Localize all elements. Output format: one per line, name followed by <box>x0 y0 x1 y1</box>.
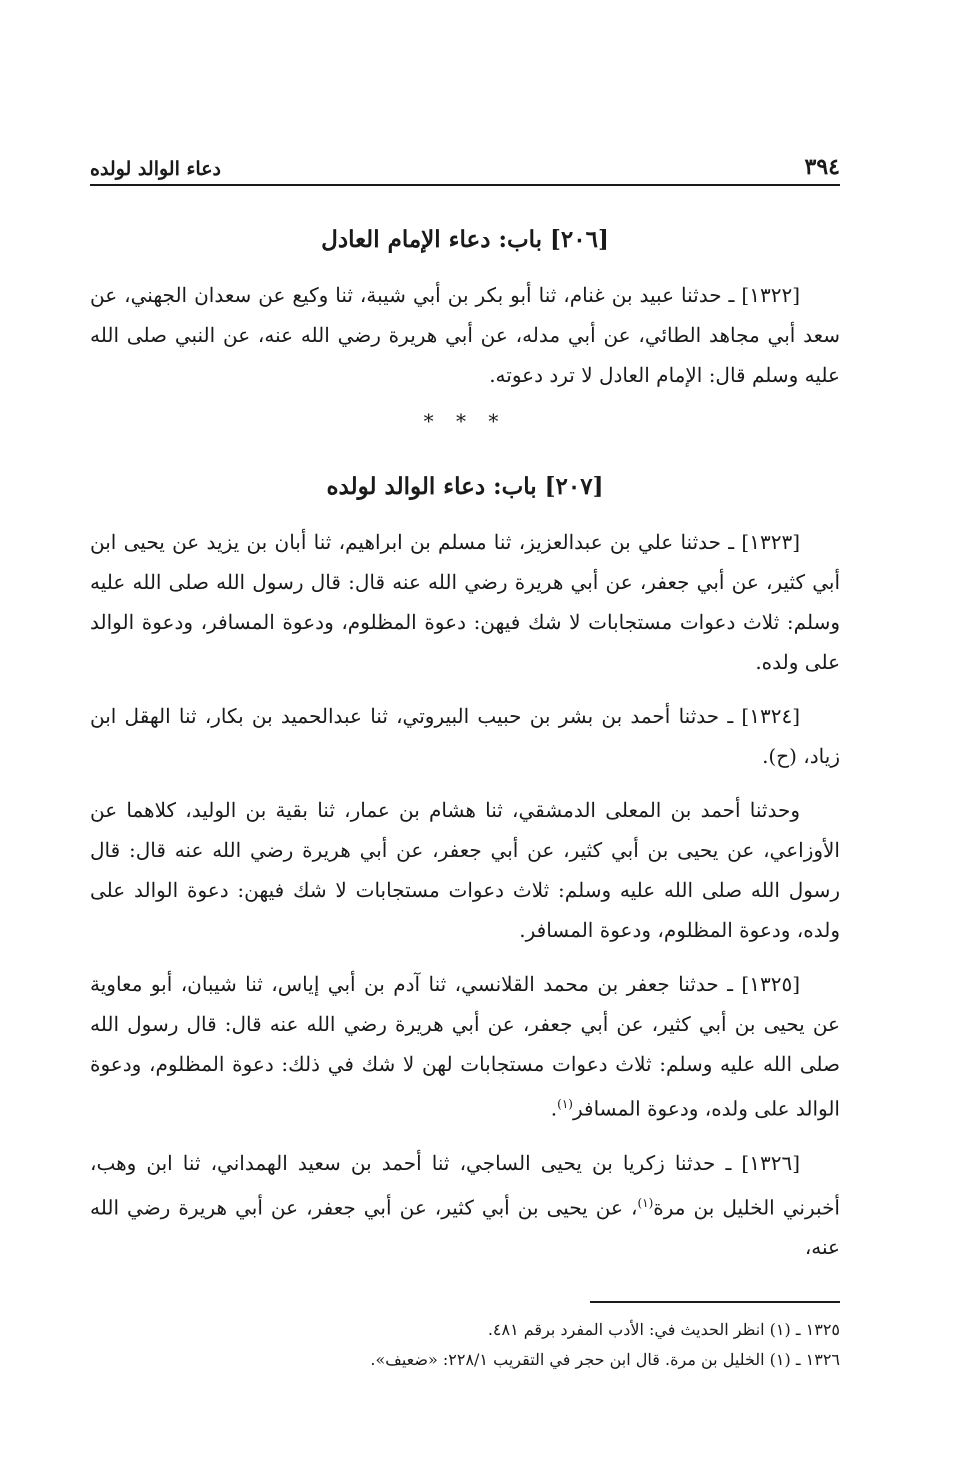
footnote-1325: ١٣٢٥ ـ (١) انظر الحديث في: الأدب المفرد برقم ٤٨١. <box>487 1320 840 1340</box>
footnote-1326: ١٣٢٦ ـ (١) الخليل بن مرة. قال ابن حجر في التقريب ٢٢٨/١: «ضعيف». <box>370 1350 840 1370</box>
book-page <box>90 140 840 1375</box>
hadith-1323: [١٣٢٣] ـ حدثنا علي بن عبدالعزيز، ثنا مسلم بن ابراهيم، ثنا أبان بن يزيد عن يحيى ابن أبي كثير، عن أبي جعفر، عن أبي هريرة رضي الله عنه قال: قال رسول الله صلى الله عليه وسلم: ثلاث دعوات مستجابات لا شك فيهن: دعوة المظلوم، ودعوة المسافر، ودعوة الوالد على ولده. <box>90 530 840 674</box>
footnote-marker: (١) <box>557 1097 573 1111</box>
hadith-1324: [١٣٢٤] ـ حدثنا أحمد بن بشر بن حبيب البيروتي، ثنا عبدالحميد بن بكار، ثنا الهقل ابن زياد، (ح). <box>90 704 840 768</box>
hadith-1326-text-a: [١٣٢٦] ـ حدثنا زكريا بن يحيى الساجي، ثنا أحمد بن سعيد الهمداني، ثنا ابن وهب، أخبرني الخليل بن مرة <box>90 1150 840 1220</box>
running-title: دعاء الوالد لولده <box>90 158 221 180</box>
footnotes <box>90 1315 840 1375</box>
hadith-1322: [١٣٢٢] ـ حدثنا عبيد بن غنام، ثنا أبو بكر بن أبي شيبة، ثنا وكيع عن سعدان الجهني، عن سعد أبي مجاهد الطائي، عن أبي مدله، عن أبي هريرة رضي الله عنه، عن النبي صلى الله عليه وسلم قال: الإمام العادل لا ترد دعوته. <box>90 283 840 387</box>
hadith-1326-text-b: ، عن يحيى بن أبي كثير، عن أبي جعفر، عن أبي هريرة رضي الله عنه، <box>90 1195 840 1260</box>
hadith-1325-text: [١٣٢٥] ـ حدثنا جعفر بن محمد القلانسي، ثنا آدم بن أبي إياس، ثنا شيبان، أبو معاوية عن يحيى بن أبي كثير، عن أبي جعفر، عن أبي هريرة رضي الله عنه قال: قال رسول الله صلى الله عليه وسلم: ثلاث دعوات مستجابات لهن لا شك في ذلك: دعوة المظلوم، ودعوة الوالد على ولده، ودعوة المسافر <box>90 972 840 1121</box>
page-number: ٣٩٤ <box>804 154 840 180</box>
hadith-1325 <box>90 964 840 1129</box>
footnote-rule <box>590 1301 840 1303</box>
chapter-heading-207: [٢٠٧] باب: دعاء الوالد لولده <box>326 473 604 500</box>
hadith-1325-end: . <box>550 1096 558 1121</box>
running-header <box>90 140 840 186</box>
hadith-1324-second-chain: وحدثنا أحمد بن المعلى الدمشقي، ثنا هشام بن عمار، ثنا بقية بن الوليد، كلاهما عن الأوزاعي، عن يحيى بن أبي كثير، عن أبي جعفر، عن أبي هريرة رضي الله عنه قال: قال رسول الله صلى الله عليه وسلم: ثلاث دعوات مستجابات لا شك فيهن: دعوة الوالد على ولده، ودعوة المظلوم، ودعوة المسافر. <box>90 798 840 942</box>
hadith-1326 <box>90 1143 840 1268</box>
chapter-heading-206: [٢٠٦] باب: دعاء الإمام العادل <box>321 226 609 253</box>
section-separator: * * * <box>423 409 507 433</box>
footnote-marker: (١) <box>637 1195 654 1210</box>
